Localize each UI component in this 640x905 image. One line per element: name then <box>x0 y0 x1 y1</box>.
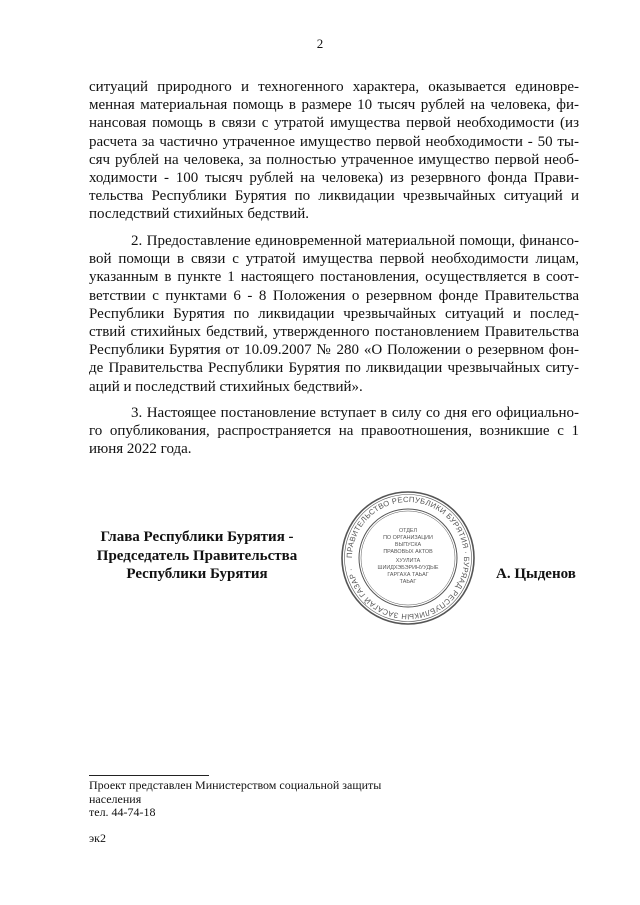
seal-line-2: ПО ОРГАНИЗАЦИИ <box>383 535 433 541</box>
document-code: эк2 <box>89 831 106 845</box>
footer-note-line-2: населения <box>89 791 142 806</box>
seal-outer-text: ПРАВИТЕЛЬСТВО РЕСПУБЛИКИ БУРЯТИЯ · БУРЯАД РЕСПУБЛИКЫН ЗАСАГАЙ ГАЗАР · <box>344 494 472 622</box>
signatory-title-line-1: Глава Республики Бурятия - <box>100 529 294 545</box>
seal-line-7: ГАРГАХА ТАЬАГ <box>387 572 429 578</box>
signatory-name: А. Цыденов <box>496 566 576 582</box>
seal-line-5: ХУУЛИТА <box>395 558 421 564</box>
footer-note <box>89 779 429 820</box>
seal-line-4: ПРАВОВЫХ АКТОВ <box>383 549 433 555</box>
signatory-title-line-3: Республики Бурятия <box>126 566 268 582</box>
signatory-title <box>92 528 302 584</box>
footer-note-line-1: Проект представлен Министерством социальной защиты <box>89 778 382 792</box>
footer-note-line-3: тел. 44-74-18 <box>89 805 156 819</box>
page-number: 2 <box>316 36 324 51</box>
paragraph-3: 3. Настоящее постановление вступает в силу со дня его официально-го опубликования, распространяется на правоотношения, возникшие с 1 июня 2022 года. <box>89 405 579 458</box>
paragraph-2: 2. Предоставление единовременной материальной помощи, финансо-вой помощи в связи с утратой имущества первой необходимости лицам, указанным в пункте 1 настоящего постановления, осуществляется в соот-ветствии с пунктами 6 - 8 Положения о резервном фонде Правительства Республики Бурятия по ликвидации чрезвычайных ситуаций и послед-ствий стихийных бедствий, утвержденного постановлением Правительства Республики Бурятия от 10.09.2007 № 280 «О Положении о резервном фон-де Правительства Республики Бурятия по ликвидации чрезвычайных ситу-аций и последствий стихийных бедствий». <box>89 233 579 395</box>
seal-line-6: ШИИДХЭБЭРИНУУДЫЕ <box>377 565 439 571</box>
seal-line-8: ТАЬАГ <box>399 579 417 585</box>
seal-line-1: ОТДЕЛ <box>398 528 418 534</box>
footer-divider <box>89 775 209 776</box>
seal-line-3: ВЫПУСКА <box>394 542 422 548</box>
official-seal-stamp <box>340 490 476 626</box>
paragraph-1: ситуаций природного и техногенного характера, оказывается единовре-менная материальная помощь в размере 10 тысяч рублей на человека, фи-нансовая помощь в связи с утратой имущества первой необходимости (из расчета за частично утраченное имущество первой необходимости - 50 ты-сяч рублей на человека, за полностью утраченное имущество первой необ-ходимости - 100 тысяч рублей на человека) из резервного фонда Прави-тельства Республики Бурятия по ликвидации чрезвычайных ситуаций и последствий стихийных бедствий. <box>89 79 579 223</box>
signatory-title-line-2: Председатель Правительства <box>96 547 298 564</box>
